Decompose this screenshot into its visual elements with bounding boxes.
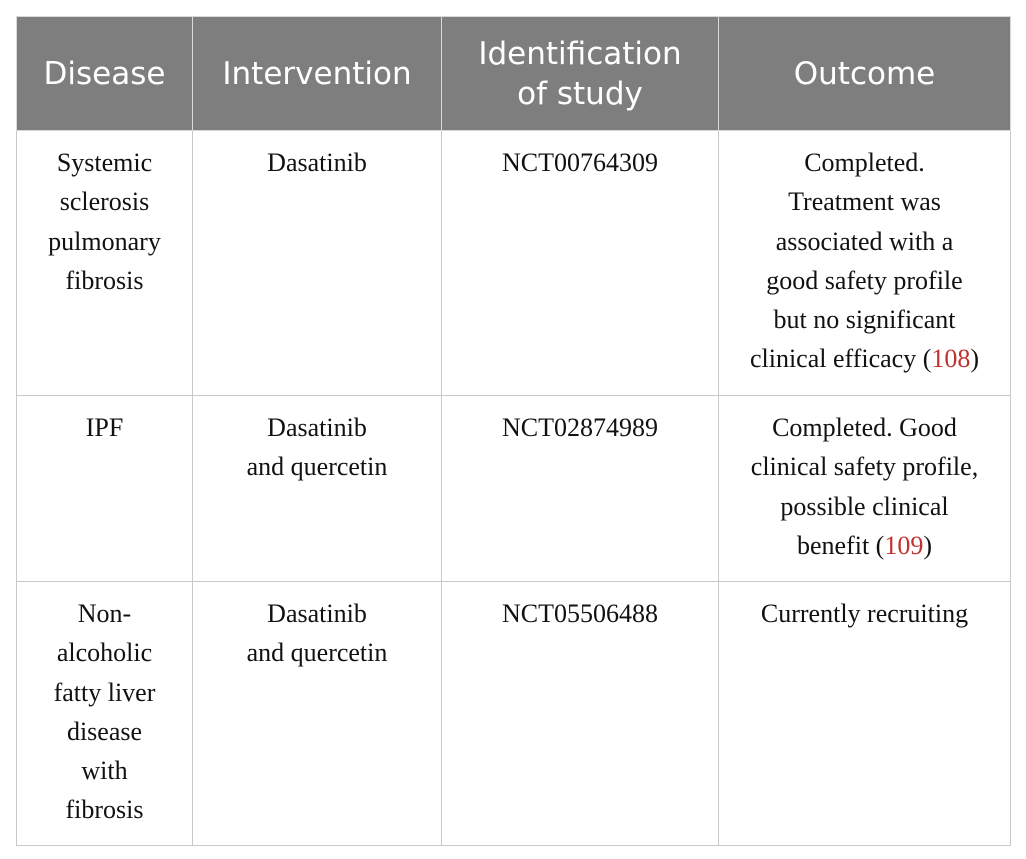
outcome-line: good safety profile <box>766 265 963 295</box>
table-header <box>17 17 1011 131</box>
outcome-line: Completed. Good <box>772 413 957 442</box>
intervention-line: Dasatinib <box>267 148 367 177</box>
outcome-line-text: clinical efficacy ( <box>749 344 932 374</box>
table-row <box>17 131 1011 396</box>
outcome-line-with-ref <box>727 526 1002 565</box>
disease-line: Non- <box>77 599 132 628</box>
cell-study-id: NCT00764309 <box>442 131 719 396</box>
reference-link[interactable]: 109 <box>884 530 924 560</box>
header-outcome: Outcome <box>719 17 1011 131</box>
header-identification-of-study <box>442 17 719 131</box>
disease-line: fibrosis <box>65 795 144 825</box>
outcome-line: clinical safety profile, <box>750 452 979 482</box>
outcome-line: possible clinical <box>780 491 949 521</box>
cell-intervention <box>193 396 442 582</box>
header-identification-line-1: Identification <box>478 35 682 72</box>
disease-line: alcoholic <box>56 638 153 668</box>
header-disease: Disease <box>17 17 193 131</box>
cell-outcome <box>719 582 1011 846</box>
table-body <box>17 131 1011 846</box>
outcome-line: associated with a <box>775 226 954 256</box>
outcome-line: Treatment was <box>788 187 941 217</box>
outcome-close-paren: ) <box>923 530 932 560</box>
disease-line: disease <box>66 716 143 746</box>
cell-outcome <box>719 131 1011 396</box>
disease-line: with <box>81 756 128 786</box>
table-row <box>17 582 1011 846</box>
header-row <box>17 17 1011 131</box>
clinical-trials-table <box>16 16 1011 846</box>
cell-study-id: NCT05506488 <box>442 582 719 846</box>
outcome-line: Currently recruiting <box>760 599 969 628</box>
outcome-line-text: benefit ( <box>796 530 885 560</box>
cell-intervention <box>193 131 442 396</box>
outcome-line: Completed. <box>804 148 925 177</box>
header-identification-line-2: of study <box>517 75 643 112</box>
disease-line: fibrosis <box>65 265 144 295</box>
cell-disease <box>17 396 193 582</box>
intervention-line: Dasatinib <box>267 413 367 442</box>
outcome-close-paren: ) <box>970 344 980 374</box>
cell-study-id: NCT02874989 <box>442 396 719 582</box>
disease-line: pulmonary <box>48 226 161 256</box>
disease-line: IPF <box>85 413 124 442</box>
intervention-line: and quercetin <box>246 638 388 668</box>
intervention-line: and quercetin <box>246 452 388 482</box>
outcome-line: but no significant <box>773 305 956 335</box>
disease-line: sclerosis <box>59 187 150 217</box>
cell-intervention <box>193 582 442 846</box>
disease-line: Systemic <box>56 148 153 177</box>
cell-outcome <box>719 396 1011 582</box>
table-row <box>17 396 1011 582</box>
disease-line: fatty liver <box>53 677 156 707</box>
intervention-line: Dasatinib <box>267 599 367 628</box>
cell-disease <box>17 131 193 396</box>
outcome-line-with-ref <box>727 339 1002 378</box>
reference-link[interactable]: 108 <box>931 344 971 374</box>
header-intervention: Intervention <box>193 17 442 131</box>
cell-disease <box>17 582 193 846</box>
